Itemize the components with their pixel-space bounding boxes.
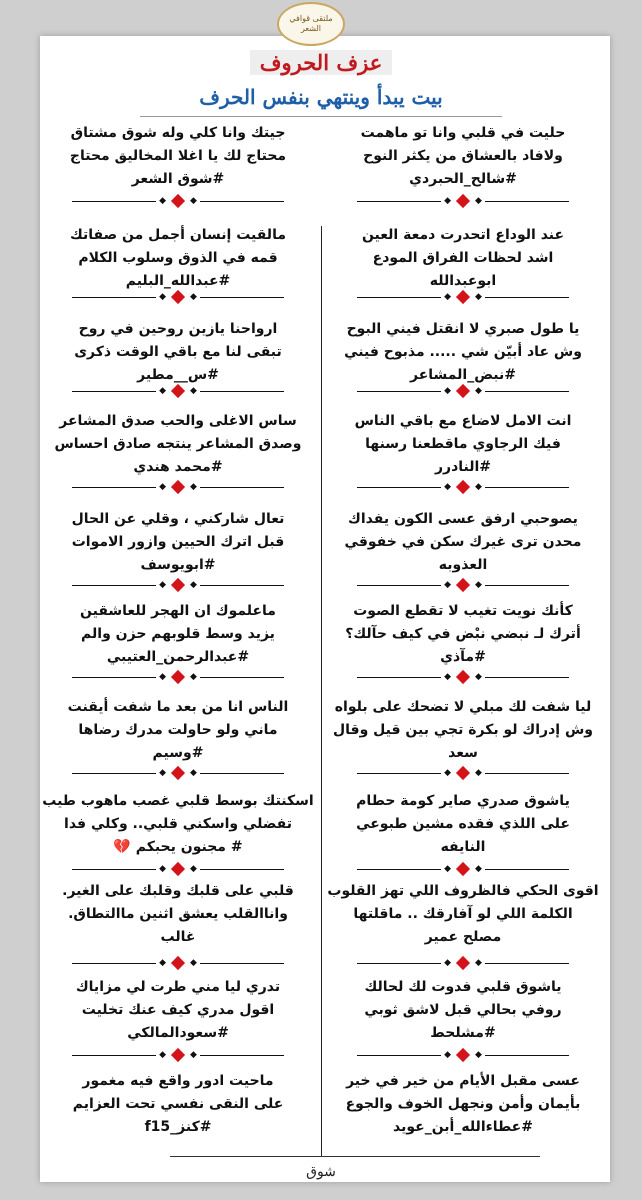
ornament-bar — [72, 297, 156, 298]
ornament-bar — [357, 963, 441, 964]
red-diamond-icon — [171, 766, 185, 780]
verse-author: سعد — [448, 745, 478, 761]
verse-line: تعال شاركني ، وقلي عن الحال — [71, 511, 285, 527]
diamond-icon: ◆ — [190, 292, 197, 302]
column-divider — [321, 226, 322, 1156]
verse-author: #النادرر — [434, 459, 492, 475]
diamond-icon: ◆ — [159, 768, 166, 778]
verse-line: الكلمة اللي لو آفارقك .. ماقلتها — [353, 906, 573, 922]
ornament-divider — [40, 384, 316, 398]
ornament-bar — [485, 677, 569, 678]
ornament-bar — [200, 773, 284, 774]
verse-line: ارواحنا يازين روحين في روح — [78, 321, 278, 337]
diamond-icon: ◆ — [444, 292, 451, 302]
ornament-bar — [200, 869, 284, 870]
verse-author: #عبدالرحمن_العتيبي — [106, 649, 250, 665]
ornament-divider — [325, 956, 601, 970]
verse-left-5 — [40, 508, 316, 577]
red-diamond-icon — [171, 1048, 185, 1062]
diamond-icon: ◆ — [159, 292, 166, 302]
verse-left-7 — [40, 696, 316, 765]
ornament-bar — [357, 1055, 441, 1056]
verse-author: غالب — [160, 929, 196, 945]
ornament-bar — [72, 773, 156, 774]
verse-author: #محمد هندي — [133, 459, 223, 475]
verse-line: كأنك نويت تغيب لا تقطع الصوت — [353, 603, 573, 619]
verse-line: ياشوق قلبي فدوت لك لحالك — [364, 979, 562, 995]
red-diamond-icon — [171, 384, 185, 398]
diamond-icon: ◆ — [475, 482, 482, 492]
verse-left-4 — [40, 410, 316, 479]
verse-author: العذوبه — [438, 557, 488, 573]
verse-right-1 — [325, 122, 601, 191]
ornament-divider — [40, 194, 316, 208]
ornament-bar — [72, 1055, 156, 1056]
verse-left-11 — [40, 1070, 316, 1139]
ornament-divider — [40, 578, 316, 592]
ornament-bar — [485, 201, 569, 202]
verse-right-10 — [325, 976, 601, 1045]
footer-rule — [170, 1156, 540, 1157]
diamond-icon: ◆ — [159, 386, 166, 396]
verse-line: ياشوق صدري صاير كومة حطام — [356, 793, 570, 809]
page-title: عزف الحروف — [212, 48, 430, 76]
verse-line: قبل اترك الحيين وازور الاموات — [71, 534, 285, 550]
verse-line: مالقيت إنسان أجمل من صفاتك — [70, 227, 286, 243]
verse-line: ماني ولو حاولت مدرك رضاها — [78, 722, 278, 738]
verse-line: محدن ترى غيرك سكن في خفوقي — [344, 534, 582, 550]
diamond-icon: ◆ — [190, 386, 197, 396]
ornament-bar — [200, 297, 284, 298]
diamond-icon: ◆ — [444, 580, 451, 590]
ornament-bar — [72, 963, 156, 964]
diamond-icon: ◆ — [475, 864, 482, 874]
ornament-divider — [40, 862, 316, 876]
forum-logo — [277, 2, 345, 46]
verse-author: #شوق الشعر — [131, 171, 225, 187]
diamond-icon: ◆ — [159, 672, 166, 682]
ornament-divider — [40, 670, 316, 684]
verse-author: #ابويوسف — [140, 557, 216, 573]
verse-line: اسكنتك بوسط قلبي غصب ماهوب طيب — [42, 793, 314, 809]
red-diamond-icon — [171, 670, 185, 684]
diamond-icon: ◆ — [159, 482, 166, 492]
ornament-bar — [72, 869, 156, 870]
diamond-icon: ◆ — [444, 672, 451, 682]
red-diamond-icon — [456, 578, 470, 592]
verse-line: روفي بحالي قبل لاشق ثوبي — [364, 1002, 562, 1018]
verse-line: وش عاد أبيّن شي ..... مذبوح فيني — [344, 344, 582, 360]
ornament-divider — [325, 290, 601, 304]
verse-line: وش إدراك لو بكرة تجي بين قيل وقال — [333, 722, 593, 738]
ornament-bar — [357, 297, 441, 298]
verse-right-6 — [325, 600, 601, 669]
verse-right-11 — [325, 1070, 601, 1139]
verse-line: على اللذي فقده مشين طبوعي — [356, 816, 570, 832]
verse-line: وصدق المشاعر ينتجه صادق احساس — [54, 436, 302, 452]
red-diamond-icon — [456, 290, 470, 304]
red-diamond-icon — [171, 862, 185, 876]
verse-right-4 — [325, 410, 601, 479]
ornament-divider — [325, 670, 601, 684]
red-diamond-icon — [456, 1048, 470, 1062]
verse-line: محتاج لك يا اغلا المخاليق محتاج — [69, 148, 287, 164]
verse-line: جيتك وانا كلي وله شوق مشتاق — [70, 125, 286, 141]
verse-line: عند الوداع اتحدرت دمعة العين — [361, 227, 565, 243]
verse-right-2 — [325, 224, 601, 293]
verse-line: ساس الاغلى والحب صدق المشاعر — [59, 413, 297, 429]
ornament-divider — [40, 956, 316, 970]
ornament-bar — [357, 391, 441, 392]
ornament-bar — [357, 869, 441, 870]
ornament-bar — [72, 677, 156, 678]
red-diamond-icon — [171, 480, 185, 494]
diamond-icon: ◆ — [159, 958, 166, 968]
verse-line: تدري ليا مني طرت لي مزاياك — [75, 979, 281, 995]
verse-line: الناس انا من بعد ما شفت أيقنت — [67, 699, 289, 715]
verse-line: ماحيت ادور واقع فيه مغمور — [82, 1073, 274, 1089]
verse-left-6 — [40, 600, 316, 669]
verse-author: #نبض_المشاعر — [409, 367, 517, 383]
ornament-bar — [72, 391, 156, 392]
page-subtitle: بيت يبدأ وينتهي بنفس الحرف — [199, 85, 443, 109]
ornament-bar — [485, 391, 569, 392]
ornament-bar — [357, 773, 441, 774]
ornament-bar — [485, 297, 569, 298]
ornament-divider — [40, 766, 316, 780]
verse-author: مصلح عمير — [424, 929, 502, 945]
verse-line: بأيمان وأمن ونجهل الخوف والجوع — [345, 1096, 581, 1112]
ornament-bar — [200, 585, 284, 586]
ornament-divider — [325, 1048, 601, 1062]
ornament-bar — [485, 585, 569, 586]
diamond-icon: ◆ — [444, 1050, 451, 1060]
ornament-bar — [200, 391, 284, 392]
diamond-icon: ◆ — [190, 196, 197, 206]
diamond-icon: ◆ — [190, 958, 197, 968]
verse-line: اشد لحظات الفراق المودع — [372, 250, 554, 266]
diamond-icon: ◆ — [475, 580, 482, 590]
ornament-divider — [325, 384, 601, 398]
ornament-divider — [325, 578, 601, 592]
diamond-icon: ◆ — [190, 482, 197, 492]
red-diamond-icon — [456, 670, 470, 684]
verse-author: النايفه — [440, 839, 486, 855]
diamond-icon: ◆ — [190, 768, 197, 778]
ornament-bar — [485, 963, 569, 964]
verse-line: ماعلموك ان الهجر للعاشقين — [80, 603, 276, 619]
diamond-icon: ◆ — [159, 196, 166, 206]
verse-line: يا طول صبري لا انقتل فيني البوح — [346, 321, 580, 337]
verse-author: #وسيم — [152, 745, 204, 761]
diamond-icon: ◆ — [475, 292, 482, 302]
red-diamond-icon — [171, 956, 185, 970]
verse-line: يزيد وسط قلوبهم حزن والم — [81, 626, 275, 642]
red-diamond-icon — [456, 384, 470, 398]
red-diamond-icon — [456, 766, 470, 780]
ornament-bar — [485, 1055, 569, 1056]
title-rule — [140, 116, 502, 117]
verse-line: يصوحبي ارفق عسى الكون يفداك — [348, 511, 578, 527]
ornament-bar — [72, 585, 156, 586]
verse-left-1 — [40, 122, 316, 191]
ornament-bar — [357, 201, 441, 202]
verse-author: #مشلحط — [430, 1025, 496, 1041]
diamond-icon: ◆ — [190, 672, 197, 682]
diamond-icon: ◆ — [159, 580, 166, 590]
verse-line: انت الامل لاضاع مع باقي الناس — [354, 413, 572, 429]
verse-author: #شالح_الحبردي — [409, 171, 517, 187]
ornament-divider — [40, 1048, 316, 1062]
verse-line: على النقى نفسي تحت العزايم — [72, 1096, 284, 1112]
verse-author: #كنز_f15 — [144, 1119, 212, 1135]
verse-line: ولافاد بالعشاق من يكثر النوح — [363, 148, 563, 164]
red-diamond-icon — [171, 578, 185, 592]
ornament-bar — [485, 487, 569, 488]
verse-author: #س__مطير — [137, 367, 219, 383]
ornament-bar — [200, 487, 284, 488]
ornament-divider — [40, 480, 316, 494]
verse-right-3 — [325, 318, 601, 387]
diamond-icon: ◆ — [475, 768, 482, 778]
red-diamond-icon — [456, 480, 470, 494]
red-diamond-icon — [456, 194, 470, 208]
diamond-icon: ◆ — [444, 864, 451, 874]
ornament-bar — [357, 487, 441, 488]
diamond-icon: ◆ — [159, 864, 166, 874]
verse-author: #عطاءالله_أبن_عويد — [393, 1119, 533, 1135]
verse-line: أترك لـ نبضي نبْض في كيف حآلك؟ — [345, 626, 581, 642]
verse-line: اقول مدري كيف عنك تخليت — [81, 1002, 275, 1018]
diamond-icon: ◆ — [159, 1050, 166, 1060]
red-diamond-icon — [171, 194, 185, 208]
verse-line: عسى مقبل الأيام من خير في خير — [346, 1073, 580, 1089]
verse-line: واناالقلب يعشق اثنين ماالتطاق. — [68, 906, 288, 922]
ornament-divider — [325, 194, 601, 208]
diamond-icon: ◆ — [190, 1050, 197, 1060]
verse-right-9 — [325, 880, 601, 949]
verse-line: قمه في الذوق وسلوب الكلام — [78, 250, 278, 266]
red-diamond-icon — [171, 290, 185, 304]
footer — [40, 1148, 610, 1164]
verse-line: حليت في قلبي وانا تو ماهمت — [360, 125, 566, 141]
verse-author: #عبدالله_البليم — [125, 273, 231, 289]
verse-right-8 — [325, 790, 601, 859]
verse-author: #سعودالمالكي — [127, 1025, 229, 1041]
diamond-icon: ◆ — [444, 768, 451, 778]
verse-left-9 — [40, 880, 316, 949]
diamond-icon: ◆ — [475, 1050, 482, 1060]
ornament-bar — [72, 487, 156, 488]
verse-left-3 — [40, 318, 316, 387]
ornament-divider — [40, 290, 316, 304]
verse-author: # مجنون يحبكم 💔 — [113, 839, 243, 855]
ornament-divider — [325, 480, 601, 494]
verse-right-5 — [325, 508, 601, 577]
red-diamond-icon — [456, 956, 470, 970]
ornament-bar — [200, 963, 284, 964]
verse-right-7 — [325, 696, 601, 765]
ornament-divider — [325, 766, 601, 780]
diamond-icon: ◆ — [190, 580, 197, 590]
ornament-bar — [200, 677, 284, 678]
diamond-icon: ◆ — [475, 196, 482, 206]
logo-text: ملتقى قوافي الشعر — [289, 14, 333, 33]
diamond-icon: ◆ — [444, 196, 451, 206]
diamond-icon: ◆ — [475, 672, 482, 682]
diamond-icon: ◆ — [475, 958, 482, 968]
verse-line: ليا شفت لك مبلي لا تضحك على بلواه — [334, 699, 592, 715]
verse-left-2 — [40, 224, 316, 293]
diamond-icon: ◆ — [444, 958, 451, 968]
ornament-bar — [200, 1055, 284, 1056]
diamond-icon: ◆ — [444, 482, 451, 492]
verse-line: قلبي على قلبك وقلبك على الغير. — [62, 883, 294, 899]
verse-line: تفضلي واسكني قلبي.. وكلي فدا — [64, 816, 292, 832]
ornament-bar — [485, 869, 569, 870]
diamond-icon: ◆ — [190, 864, 197, 874]
verse-author: ابوعبدالله — [429, 273, 497, 289]
signature: شوق — [306, 1164, 336, 1180]
verse-left-8 — [40, 790, 316, 859]
verse-line: تبقى لنا مع باقي الوقت ذكرى — [74, 344, 282, 360]
verse-left-10 — [40, 976, 316, 1045]
diamond-icon: ◆ — [444, 386, 451, 396]
verse-author: #مآذي — [440, 649, 486, 665]
ornament-bar — [200, 201, 284, 202]
verse-line: فيك الرجاوي ماقطعنا رسنها — [365, 436, 561, 452]
ornament-divider — [325, 862, 601, 876]
verse-line: اقوى الحكي فالظروف اللي تهز القلوب — [327, 883, 599, 899]
ornament-bar — [357, 585, 441, 586]
ornament-bar — [485, 773, 569, 774]
red-diamond-icon — [456, 862, 470, 876]
ornament-bar — [357, 677, 441, 678]
diamond-icon: ◆ — [475, 386, 482, 396]
ornament-bar — [72, 201, 156, 202]
